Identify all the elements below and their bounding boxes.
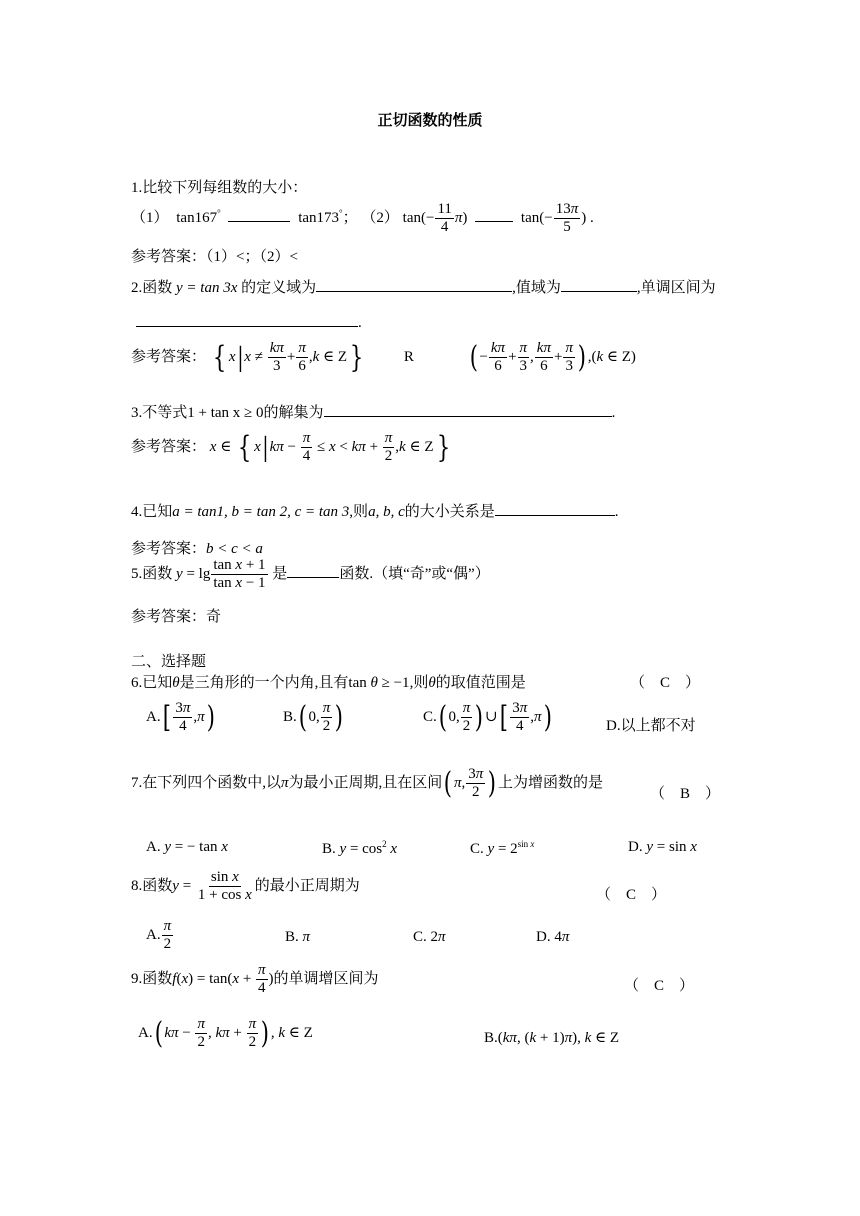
option-a[interactable]: A.[ $\frac{3\pi}{4}$ ,π) [146, 699, 215, 735]
option-a[interactable]: A. y = − tan x [146, 839, 228, 855]
answer-blank [228, 207, 290, 222]
question-4-answer: 参考答案：b < c < a [131, 541, 263, 557]
option-b[interactable]: B.( 0, $\frac{\pi}{2}$ ) [283, 699, 344, 735]
answer-blank [475, 207, 513, 222]
function-expr: y = tan 3x [176, 280, 238, 296]
question-1-answer: 参考答案：（1）<；（2）< [131, 249, 298, 265]
question-2-answer: 参考答案： { x|x ≠ $\frac{k\pi}{3}$ + $\frac{\pi}{6}$ ,k ∈ Z} R ( − $\frac{k\pi}{6}$ + $\frac{\pi}{3}$ , $\frac{k\pi}{6}$ + $\frac{\pi}{3}$ ) ,(k ∈ Z) [131, 339, 636, 375]
tan167: tan167° [176, 208, 221, 227]
answer-blank [316, 277, 512, 292]
option-c[interactable]: C. $y = 2^{sin x}$ [470, 839, 535, 857]
page-title: 正切函数的性质 [377, 113, 483, 129]
question-6-stem: 6.已知θ是三角形的一个内角,且有tan θ ≥ −1,则θ的取值范围是 [131, 675, 526, 691]
option-c[interactable]: C.( 0, $\frac{\pi}{2}$ ) ∪[ $\frac{3\pi}{4}$ ,π) [423, 699, 552, 735]
question-5-stem: 5.函数 y = lg $\frac{\text{tan x + 1}}{\text{tan x − 1}}$ 是 函数.（填“奇”或“偶”） [131, 557, 490, 592]
question-1-parts: （1） tan167° tan173°； （2） tan(− $\frac{11}{4}$ π) tan(− $\frac{13\pi}{5}$ ) . [131, 201, 594, 236]
question-7-answer: （ B ） [650, 786, 721, 802]
expr-tan-11-4: tan(− $\frac{11}{4}$ π) [402, 201, 468, 236]
option-a[interactable]: A.( kπ − $\frac{\pi}{2}$ , kπ + $\frac{\pi}{2}$ ) , k ∈ Z [138, 1015, 313, 1051]
question-2-blank-line: . [136, 312, 362, 332]
question-6-answer: （ C ） [630, 675, 701, 691]
question-5-answer: 参考答案：奇 [131, 609, 222, 625]
part-1-label: （1） [131, 210, 169, 227]
answer-blank [561, 277, 637, 292]
question-9-stem: 9.函数f(x) = tan(x + $\frac{\pi}{4}$ )的单调增区间为 [131, 962, 379, 997]
tan173: tan173° [298, 208, 343, 227]
option-b[interactable]: B.(kπ, (k + 1)π), k ∈ Z [484, 1030, 620, 1046]
option-d[interactable]: D.以上都不对 [606, 718, 696, 734]
option-b[interactable]: B. π [285, 929, 311, 945]
answer-blank [287, 563, 339, 578]
answer-blank [495, 501, 615, 516]
option-d[interactable]: D. 4π [536, 929, 570, 945]
question-8-answer: （ C ） [596, 887, 667, 903]
expr-tan-13-5: tan(− $\frac{13\pi}{5}$ ) [520, 201, 587, 236]
section-heading: 二、选择题 [131, 654, 207, 670]
option-a[interactable]: A. $\frac{\pi}{2}$ [146, 918, 172, 953]
question-3-answer: 参考答案： x ∈ { x|kπ − $\frac{\pi}{4}$ ≤ x < kπ + $\frac{\pi}{2}$ ,k ∈ Z} [131, 429, 450, 465]
option-b[interactable]: B. $y = \cos^2 x$ [322, 839, 398, 857]
part-2-label: （2） [361, 210, 399, 227]
question-7-stem: 7.在下列四个函数中,以π为最小正周期,且在区间( π, $\frac{3\pi}{2}$ ) 上为增函数的是 [131, 765, 604, 801]
question-8-stem: 8.函数y = $\frac{\text{sin x}}{\text{1 + cos x}}$ 的最小正周期为 [131, 869, 360, 904]
question-1-stem: 1.比较下列每组数的大小： [131, 180, 308, 196]
option-c[interactable]: C. 2π [413, 929, 446, 945]
question-2-stem: 2.函数 y = tan 3x 的定义域为 ,值域为 ,单调区间为 [131, 276, 716, 297]
question-4-stem: 4.已知a = tan1, b = tan 2, c = tan 3,则a, b, c的大小关系是 . [131, 500, 619, 521]
question-3-stem: 3.不等式1 + tan x ≥ 0的解集为 . [131, 401, 615, 422]
option-d[interactable]: D. y = sin x [628, 839, 697, 855]
answer-blank [324, 402, 612, 417]
question-9-answer: （ C ） [624, 978, 695, 994]
